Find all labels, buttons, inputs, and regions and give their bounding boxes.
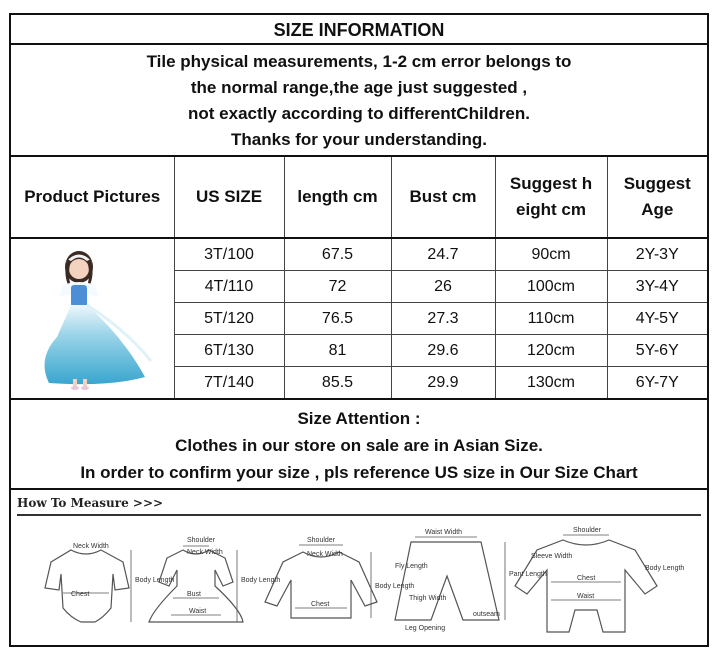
attention-heading: Size Attention : (297, 409, 421, 428)
cell-bust: 24.7 (391, 238, 495, 271)
cell-height: 100cm (495, 271, 607, 303)
label-chest-2: Chest (311, 601, 330, 608)
header-suggest-age (607, 157, 707, 238)
cell-us-size: 3T/100 (174, 238, 284, 271)
size-information-title: SIZE INFORMATION (11, 15, 707, 45)
label-chest-3: Chest (577, 575, 596, 582)
how-to-measure-heading: How To Measure >>> (17, 496, 164, 510)
cell-length: 76.5 (284, 303, 391, 335)
label-neck-width-1: Neck Width (73, 543, 109, 550)
label-waist-1: Waist (189, 608, 207, 615)
label-pant-length: Pant Length (509, 571, 547, 578)
cell-us-size: 4T/110 (174, 271, 284, 303)
label-shoulder-1: Shoulder (187, 537, 216, 544)
cell-age: 4Y-5Y (607, 303, 707, 335)
label-outseam: outseam (473, 611, 500, 618)
cell-bust: 29.9 (391, 367, 495, 399)
note-line-1: Tile physical measurements, 1-2 cm error belongs to (146, 52, 572, 71)
cell-us-size: 5T/120 (174, 303, 284, 335)
bodysuit-icon (45, 550, 129, 622)
cell-age: 6Y-7Y (607, 367, 707, 399)
header-suggest-age-line2: Age (641, 200, 674, 219)
label-fly-length: Fly Length (395, 563, 428, 570)
cell-length: 85.5 (284, 367, 391, 399)
size-table (11, 157, 707, 399)
header-bust: Bust cm (391, 157, 495, 238)
cell-length: 81 (284, 335, 391, 367)
how-to-measure-panel (11, 490, 707, 645)
cell-age: 2Y-3Y (607, 238, 707, 271)
cell-height: 90cm (495, 238, 607, 271)
label-body-length-1: Body Length (135, 577, 175, 584)
size-attention (11, 398, 707, 490)
cell-length: 72 (284, 271, 391, 303)
note-line-3: not exactly according to differentChildren. (188, 104, 530, 123)
label-sleeve-width: Sleeve Width (531, 553, 573, 560)
product-picture (11, 238, 174, 398)
header-product-pictures: Product Pictures (11, 157, 174, 238)
label-leg-opening: Leg Opening (405, 625, 446, 632)
measurement-note (11, 45, 707, 157)
header-suggest-height (495, 157, 607, 238)
note-line-4: Thanks for your understanding. (231, 130, 487, 149)
cell-age: 3Y-4Y (607, 271, 707, 303)
girl-dress-image (27, 241, 157, 391)
label-neck-width-2: Neck Width (187, 549, 223, 556)
note-line-2: the normal range,the age just suggested , (190, 78, 528, 97)
cell-length: 67.5 (284, 238, 391, 271)
cell-bust: 29.6 (391, 335, 495, 367)
label-shoulder-3: Shoulder (573, 527, 602, 534)
cell-bust: 26 (391, 271, 495, 303)
attention-line-2: In order to confirm your size , pls reference US size in Our Size Chart (80, 463, 638, 482)
label-body-length-4: Body Length (645, 565, 685, 572)
cell-age: 5Y-6Y (607, 335, 707, 367)
table-header-row (11, 157, 707, 238)
measure-diagrams (11, 490, 707, 645)
label-neck-width-3: Neck Width (307, 551, 343, 558)
header-suggest-height-line2: eight cm (516, 200, 586, 219)
label-shoulder-2: Shoulder (307, 537, 336, 544)
cell-height: 120cm (495, 335, 607, 367)
label-thigh-width: Thigh Width (409, 595, 447, 602)
cell-height: 130cm (495, 367, 607, 399)
label-waist-width: Waist Width (425, 529, 463, 536)
label-waist-2: Waist (577, 593, 595, 600)
header-suggest-age-line1: Suggest (623, 174, 691, 193)
header-length: length cm (284, 157, 391, 238)
size-chart (9, 13, 709, 647)
table-row (11, 238, 707, 271)
label-body-length-2: Body Length (241, 577, 281, 584)
label-chest-1: Chest (71, 591, 90, 598)
label-bust: Bust (187, 591, 202, 598)
label-body-length-3: Body Length (375, 583, 415, 590)
attention-line-1: Clothes in our store on sale are in Asian Size. (175, 436, 543, 455)
header-suggest-height-line1: Suggest h (509, 174, 593, 193)
cell-bust: 27.3 (391, 303, 495, 335)
cell-us-size: 7T/140 (174, 367, 284, 399)
header-us-size: US SIZE (174, 157, 284, 238)
cell-us-size: 6T/130 (174, 335, 284, 367)
pants-icon (395, 542, 499, 620)
cell-height: 110cm (495, 303, 607, 335)
